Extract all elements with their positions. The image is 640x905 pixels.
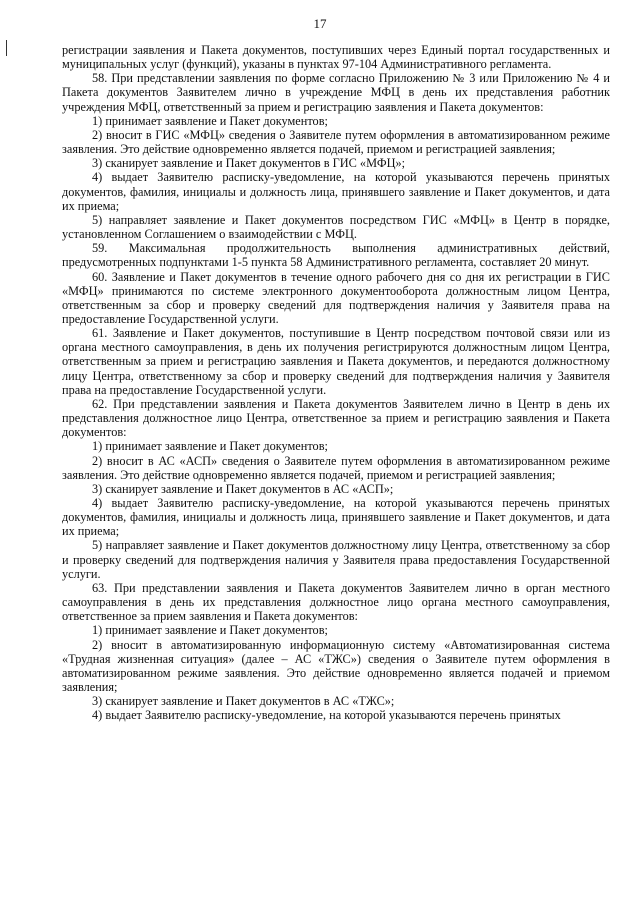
paragraph: 2) вносит в автоматизированную информационную систему «Автоматизированная система «Трудная жизненная ситуация» (далее – АС «ТЖС») сведения о Заявителе путем оформления в автоматизированном режиме заявления. Это действие одновременно является подачей и приемом заявления; (62, 637, 610, 695)
paragraph: 59. Максимальная продолжительность выполнения административных действий, предусмотренных подпунктами 1-5 пункта 58 Административного регламента, составляет 20 минут. (62, 241, 610, 270)
paragraph: 2) вносит в АС «АСП» сведения о Заявителе путем оформления в автоматизированном режиме заявления. Это действие одновременно является подачей, приемом и регистрацией заявления; (62, 453, 610, 482)
paragraph: 5) направляет заявление и Пакет документов должностному лицу Центра, ответственному за сбор и проверку сведений для подтверждения наличия у Заявителя права предоставления Государственной услуги. (62, 538, 610, 581)
paragraph: 60. Заявление и Пакет документов в течение одного рабочего дня со дня их регистрации в ГИС «МФЦ» принимаются по системе электронного документооборота должностным лицом Центра, ответственным за сбор и проверку сведений для подтверждения наличия у Заявителя права на предоставление Государственной услуги. (62, 269, 610, 326)
paragraph: 1) принимает заявление и Пакет документов; (92, 113, 328, 128)
paragraph: 58. При представлении заявления по форме согласно Приложению № 3 или Приложению № 4 и Пакета документов Заявителем лично в учреждение МФЦ в день их представления работник учреждения МФЦ, ответственный за прием и регистрацию заявления и Пакета документов: (62, 71, 610, 114)
paragraph: 4) выдает Заявителю расписку-уведомление, на которой указываются перечень принятых документов, фамилия, инициалы и должность лица, принявшего заявление и Пакет документов, и дата их приема; (62, 170, 610, 213)
paragraph: 3) сканирует заявление и Пакет документов в АС «ТЖС»; (92, 694, 395, 709)
paragraph: 1) принимает заявление и Пакет документов; (92, 623, 328, 638)
page-number: 17 (313, 16, 327, 31)
paragraph: 1) принимает заявление и Пакет документов; (92, 439, 328, 454)
paragraph: 3) сканирует заявление и Пакет документов в АС «АСП»; (92, 481, 394, 496)
paragraph: 63. При представлении заявления и Пакета документов Заявителем лично в орган местного самоуправления в день их представления должностное лицо органа местного самоуправления, ответственное за прием заявления и Пакета документов: (62, 580, 610, 624)
paragraph: регистрации заявления и Пакета документов, поступивших через Единый портал государственных и муниципальных услуг (функций), указаны в пунктах 97-104 Административного регламента. (62, 43, 610, 72)
paragraph: 62. При представлении заявления и Пакета документов Заявителем лично в Центр в день их представления должностное лицо Центра, ответственное за прием и регистрацию заявления и Пакета документов: (62, 396, 610, 440)
paragraph: 4) выдает Заявителю расписку-уведомление, на которой указываются перечень принятых (92, 708, 561, 723)
paragraph: 61. Заявление и Пакет документов, поступившие в Центр посредством почтовой связи или из органа местного самоуправления, в день их получения регистрируются должностным лицом Центра, ответственным за прием и регистрацию заявления и Пакета документов, и передаются должностному лицу Центра, ответственному за сбор и проверку сведений для подтверждения наличия у Заявителя права на предоставление Государственной услуги. (62, 326, 610, 397)
margin-mark (6, 40, 7, 56)
document-body (62, 43, 610, 723)
paragraph: 4) выдает Заявителю расписку-уведомление, на которой указываются перечень принятых документов, фамилия, инициалы и должность лица, принявшего заявление и Пакет документов, и дата их приема; (62, 496, 610, 539)
paragraph: 5) направляет заявление и Пакет документов посредством ГИС «МФЦ» в Центр в порядке, установленном Соглашением о взаимодействии с МФЦ. (62, 212, 610, 242)
paragraph: 3) сканирует заявление и Пакет документов в ГИС «МФЦ»; (92, 156, 406, 171)
paragraph: 2) вносит в ГИС «МФЦ» сведения о Заявителе путем оформления в автоматизированном режиме заявления. Это действие одновременно является подачей, приемом и регистрацией заявления; (62, 127, 610, 157)
